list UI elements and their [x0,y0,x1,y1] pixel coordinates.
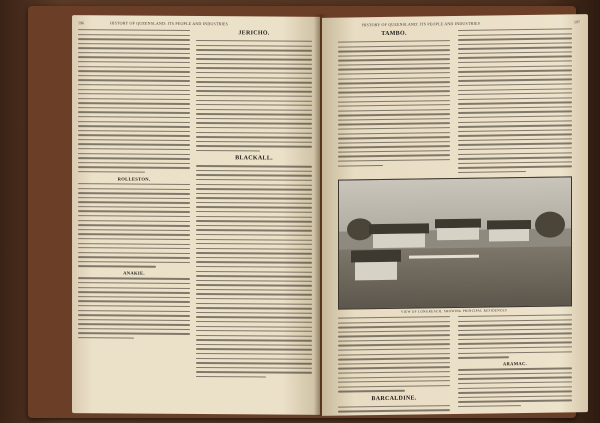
right-page-column-2 [458,28,572,176]
photo-tree [535,211,565,237]
text-block [196,165,312,378]
left-page [72,15,320,415]
text-block [458,314,572,358]
heading-blackall: BLACKALL. [235,155,273,162]
text-block [196,40,312,152]
heading-tambo: TAMBO. [381,30,407,38]
photo-building [489,229,529,242]
right-page [322,14,588,416]
text-block [458,368,572,408]
photo-building [437,228,479,241]
right-page-column-4 [458,314,572,410]
left-running-head: HISTORY OF QUEENSLAND: ITS PEOPLE AND INDUSTRIES [110,20,229,27]
text-block [338,405,450,416]
photo-building [355,262,397,281]
text-block [78,278,190,340]
photo-roof [351,250,401,263]
right-running-head: HISTORY OF QUEENSLAND: ITS PEOPLE AND INDUSTRIES [362,20,481,28]
left-page-column-1 [78,29,190,342]
text-block [78,183,190,268]
left-page-column-2 [196,30,312,381]
text-block [338,316,450,392]
heading-rolleston: ROLLESTON. [117,175,151,182]
right-page-column-3 [338,316,450,416]
left-page-number: 196 [78,20,84,26]
text-block [458,28,572,173]
text-block [338,40,450,167]
photo-caption: VIEW OF LONGREACH, SHOWING PRINCIPAL RESIDENCES [401,308,507,314]
town-photograph [338,176,572,309]
photo-building [373,233,425,248]
heading-aramac: ARAMAC. [502,360,528,367]
open-book [28,6,580,418]
right-page-number: 197 [574,19,580,25]
heading-jericho: JERICHO. [238,30,270,37]
heading-barcaldine: BARCALDINE. [371,395,417,402]
text-block [78,29,190,173]
right-page-column-1 [338,30,450,170]
heading-anakie: ANAKIE. [123,270,145,276]
